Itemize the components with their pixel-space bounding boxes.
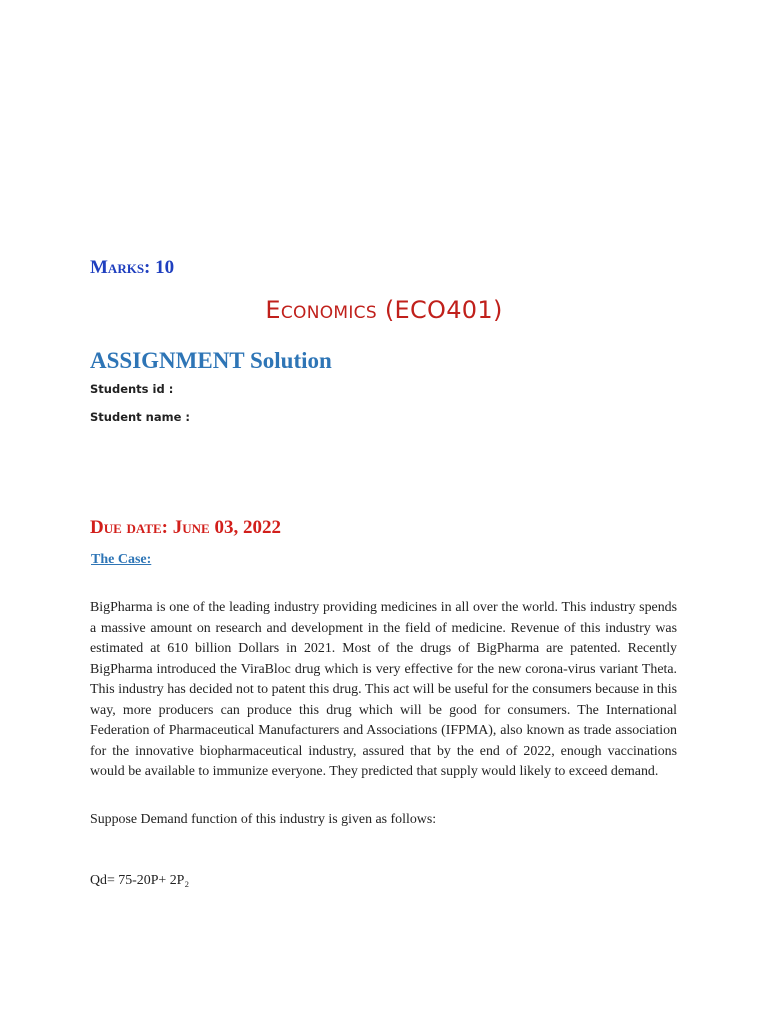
due-date-label: Due date: bbox=[90, 517, 169, 538]
marks-label: Marks: bbox=[90, 257, 151, 278]
suppose-paragraph: Suppose Demand function of this industry is given as follows: bbox=[90, 812, 437, 827]
due-date-line bbox=[90, 517, 281, 539]
assignment-title: ASSIGNMENT Solution bbox=[90, 348, 332, 373]
case-heading: The Case: bbox=[91, 552, 152, 567]
marks-value: 10 bbox=[155, 257, 175, 278]
student-id-label: Students id : bbox=[90, 382, 174, 396]
demand-equation: Qd= 75-20P+ 2P₂ bbox=[90, 873, 190, 888]
marks-line bbox=[90, 257, 174, 279]
student-name-label: Student name : bbox=[90, 410, 191, 424]
due-date-value: June 03, 2022 bbox=[172, 517, 281, 538]
course-title: Economics (ECO401) bbox=[265, 296, 503, 324]
case-paragraph: BigPharma is one of the leading industry providing medicines in all over the world. This industry spends a massive amount on research and development in the field of medicine. Revenue of this industry was estimated at 610 billion Dollars in 2021. Most of the drugs of BigPharma are patented. Recently BigPharma introduced the ViraBloc drug which is very effective for the new corona-virus variant Theta. This industry has decided not to patent this drug. This act will be useful for the consumers because in this way, more producers can produce this drug which will be good for consumers. The International Federation of Pharmaceutical Manufacturers and Associations (IFPMA), also known as trade association for the innovative biopharmaceutical industry, assured that by the end of 2022, enough vaccinations would be available to immunize everyone. They predicted that supply would likely to exceed demand. bbox=[90, 600, 677, 779]
